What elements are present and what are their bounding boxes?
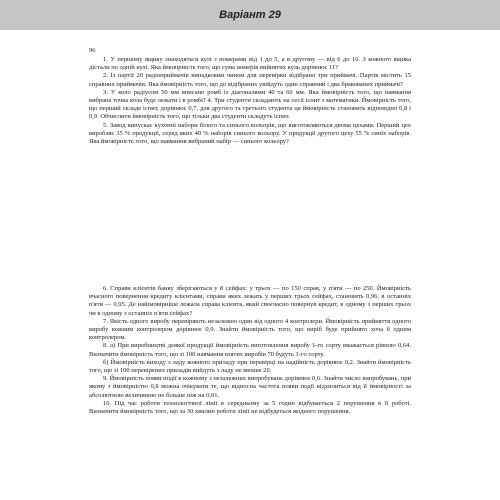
problem-paragraph: 6. Справи клієнтів банку зберігаються у 8 сейфах: у трьох — по 150 справ, у п'яти — по 250. Ймовірність вчасного повернення кредиту клієнтами, справи яких лежать у перших трьох сейфах, становить 0,96, в останніх п'яти — 0,95. Де найімовірніше лежала справа клієнта, який своєчасно повернув кредит, в одному з перших трьох чи в одному з останніх п'яти сейфах? [89, 285, 411, 317]
variant-title: Варіант 29 [219, 9, 281, 21]
problem-paragraph: 5. Завод випускає кухонні набори білого та синього кольорів, що виготовляються двома цехами. Перший цех виробляє 35 % продукції, серед яких 40 % наборів синього кольору. У продукції другого цеху 55 % синіх наборів. Яка ймовірність того, що навмання вибраний набір — синього кольору? [89, 121, 411, 146]
problem-paragraph: 3. У коло радіусом 50 мм вписано ромб із діагоналями 40 та 60 мм. Яка ймовірність того, що навмання вибрана точка кола буде лежати і в ромбі? 4. Три студенти складають на сесії іспит з математики. Ймовірність того, що перший складе іспит, дорівнює 0,7, для другого та третього студента ця ймовірність становить відповідно 0,8 і 0,9. Обчислити ймовірність того, що тільки два студенти складуть іспит. [89, 88, 411, 121]
problem-paragraph: 10. Під час роботи технологічної лінії в середньому за 5 годин відбувається 2 порушення в її роботі. Визначити ймовірність того, що за 30 хвилин роботи лінії не відбудеться жодного порушення. [89, 399, 411, 416]
problem-paragraph: 9. Ймовірність появи події в кожному з незалежних випробувань дорівнює 0,6. Знайти число випробувань, при якому з ймовірністю 0,8 можна очікувати те, що відносна частота появи події відхилиться від її ймовірності за абсолютною величиною не більше ніж на 0,01. [89, 375, 411, 399]
page-number: 96 [89, 47, 96, 54]
problems-block-2 [89, 285, 411, 416]
problem-paragraph: 7. Якість одного виробу перевіряють незалежно один від одного 4 контролери. Ймовірність прийняття одного виробу кожним контролером дорівнює 0,9. Знайти ймовірність того, що виріб буде прийнято хоча б одним контролером. [89, 317, 411, 342]
problem-paragraph: 8. а) При виробництві деякої продукції ймовірність виготовлення виробу 1-го сорту вважається рівною 0,64. Визначити ймовірність того, що зі 100 навмання взятих виробів 70 будуть 1-го сорту. [89, 342, 411, 358]
variant-header [0, 0, 500, 30]
problem-paragraph: 1. У першому ящику знаходяться кулі з номерами від 1 до 5, а в другому — від 6 до 10. З кожного ящика дістали по одній кулі. Яка ймовірність того, що сума номерів вийнятих куль дорівнює 11? [89, 56, 411, 72]
problems-block-1 [89, 56, 411, 146]
problem-paragraph: б) Ймовірність виходу з ладу кожного приладу при перевірці на надійність дорівнює 0,2. Знайти ймовірність того, що зі 100 перевірених приладів вийдуть з ладу не менше 20. [89, 358, 411, 375]
problem-paragraph: 2. Із партії 20 радіоприймачів випадковим чином для перевірки відібрано три приймачі. Партія містить 15 справних приймачів. Яка ймовірність того, що до відібраних увійдуть один справний і два бракованих приймачі? [89, 72, 411, 88]
